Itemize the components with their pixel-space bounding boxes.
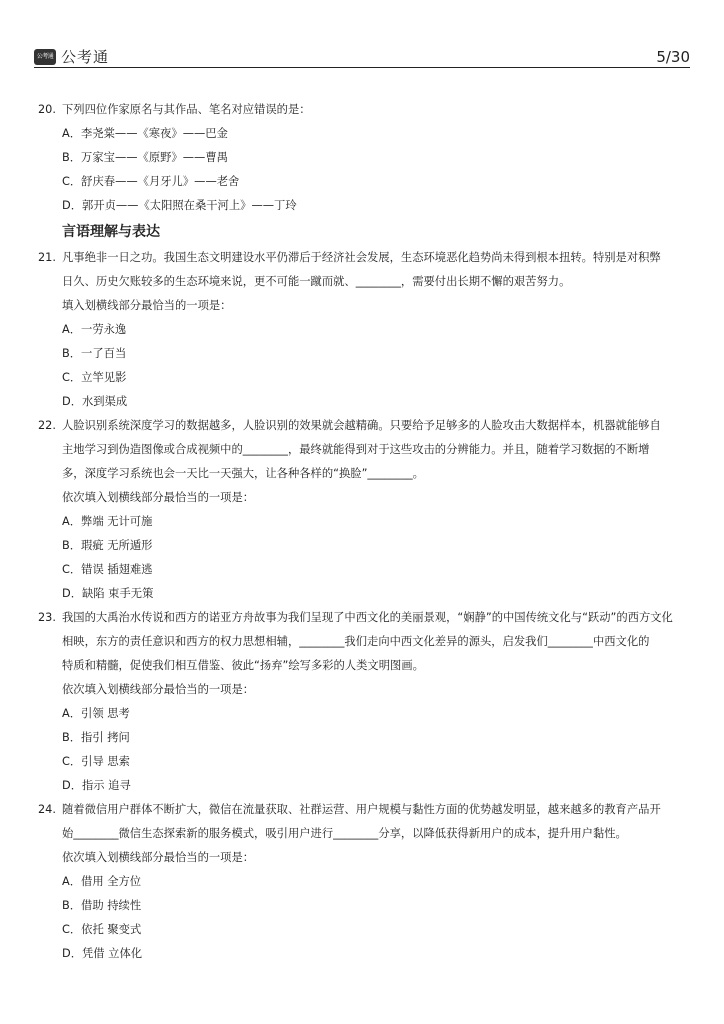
question-stem-line-3: 特质和精髓，促使我们相互借鉴、彼此“扬弃”绘写多彩的人类文明图画。 — [62, 659, 424, 672]
question-23 — [38, 606, 690, 798]
option-a: A．引领 思考 — [62, 707, 130, 720]
option-d: D．郭开贞——《太阳照在桑干河上》——丁玲 — [62, 199, 297, 212]
option-a: A．弊端 无计可施 — [62, 515, 153, 528]
option-d: D．水到渠成 — [62, 395, 128, 408]
option-d: D．指示 追寻 — [62, 779, 131, 792]
question-stem-line-2: 日久、历史欠账较多的生态环境来说，更不可能一蹴而就、________，需要付出长期不懈的艰苦努力。 — [62, 275, 571, 288]
option-c: C．舒庆春——《月牙儿》——老舍 — [62, 175, 240, 188]
option-c: C．依托 聚变式 — [62, 923, 142, 936]
question-number: 24. — [38, 803, 56, 816]
question-stem-line-1: 我国的大禹治水传说和西方的诺亚方舟故事为我们呈现了中西文化的美丽景观，“娴静”的中国传统文化与“跃动”的西方文化 — [62, 611, 673, 624]
option-b: B．瑕疵 无所遁形 — [62, 539, 153, 552]
logo-text: 公考通 — [61, 48, 110, 66]
option-b: B．万家宝——《原野》——曹禺 — [62, 151, 228, 164]
question-stem: 下列四位作家原名与其作品、笔名对应错误的是： — [62, 103, 311, 116]
option-b: B．指引 拷问 — [62, 731, 130, 744]
question-21 — [38, 246, 690, 414]
option-d: D．缺陷 束手无策 — [62, 587, 154, 600]
page-number: 5/30 — [656, 48, 690, 66]
question-stem-line-2: 主地学习到伪造图像或合成视频中的________，最终就能得到对于这些攻击的分辨能力。并且，随着学习数据的不断增 — [62, 443, 650, 456]
document-body — [38, 98, 690, 966]
question-stem-line-1: 人脸识别系统深度学习的数据越多，人脸识别的效果就会越精确。只要给予足够多的人脸攻击大数据样本，机器就能够自 — [62, 419, 661, 432]
question-prompt: 填入划横线部分最恰当的一项是： — [62, 299, 232, 312]
option-c: C．错误 插翅难逃 — [62, 563, 153, 576]
question-stem-line-1: 随着微信用户群体不断扩大，微信在流量获取、社群运营、用户规模与黏性方面的优势越发明显，越来越多的教育产品开 — [62, 803, 661, 816]
option-a: A．一劳永逸 — [62, 323, 127, 336]
option-b: B．一了百当 — [62, 347, 127, 360]
question-prompt: 依次填入划横线部分最恰当的一项是： — [62, 491, 255, 504]
option-b: B．借助 持续性 — [62, 899, 142, 912]
logo-badge-icon: 公考通 — [34, 49, 56, 65]
brand-logo — [34, 46, 109, 67]
question-stem-line-2: 相映，东方的责任意识和西方的权力思想相辅，________我们走向中西文化差异的源头，启发我们________中西文化的 — [62, 635, 650, 648]
question-number: 23. — [38, 611, 56, 624]
header-divider — [34, 67, 690, 68]
option-a: A．借用 全方位 — [62, 875, 142, 888]
question-prompt: 依次填入划横线部分最恰当的一项是： — [62, 851, 255, 864]
question-24 — [38, 798, 690, 966]
option-a: A．李尧棠——《寒夜》——巴金 — [62, 127, 228, 140]
question-stem-line-1: 凡事绝非一日之功。我国生态文明建设水平仍滞后于经济社会发展，生态环境恶化趋势尚未得到根本扭转。特别是对积弊 — [62, 251, 661, 264]
question-20 — [38, 98, 690, 218]
section-title: 言语理解与表达 — [62, 224, 160, 240]
option-c: C．引导 思索 — [62, 755, 130, 768]
question-number: 21. — [38, 251, 56, 264]
page-header — [34, 44, 690, 68]
question-stem-line-3: 多，深度学习系统也会一天比一天强大，让各种各样的“换脸”________。 — [62, 467, 424, 480]
question-prompt: 依次填入划横线部分最恰当的一项是： — [62, 683, 255, 696]
question-22 — [38, 414, 690, 606]
option-c: C．立竿见影 — [62, 371, 127, 384]
question-number: 20. — [38, 103, 56, 116]
question-number: 22. — [38, 419, 56, 432]
option-d: D．凭借 立体化 — [62, 947, 143, 960]
question-stem-line-2: 始________微信生态探索新的服务模式，吸引用户进行________分享，以降低获得新用户的成本，提升用户黏性。 — [62, 827, 627, 840]
